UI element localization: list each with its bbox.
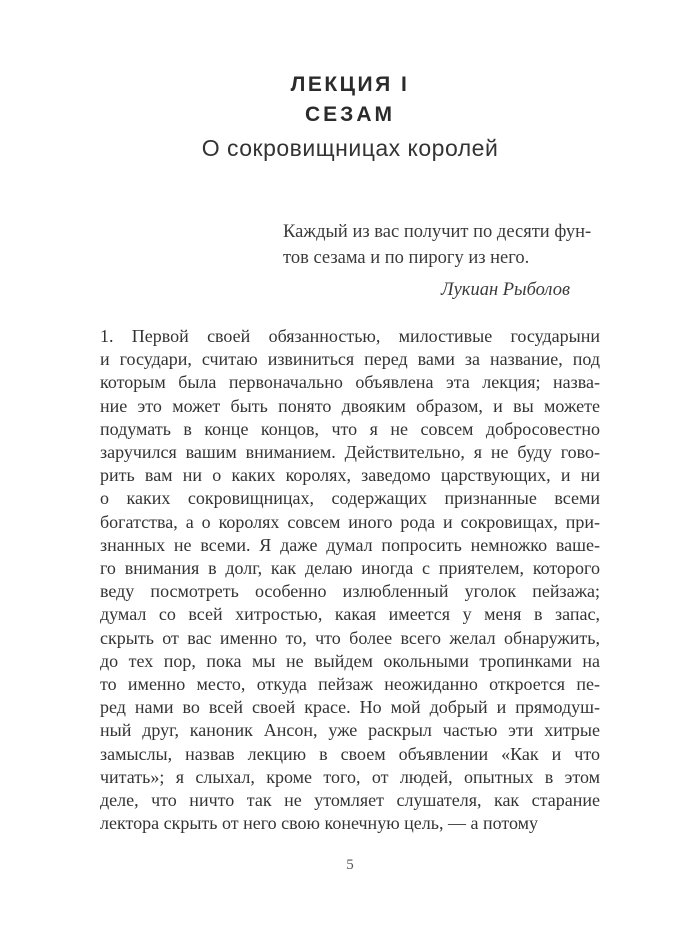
text-line: лектора скрыть от него свою конечную цель, — а потому bbox=[100, 813, 539, 834]
text-line: веду посмотреть особенно излюбленный уголок пейзажа; bbox=[100, 581, 600, 602]
text-line: ние это может быть понято двояким образом, и вы можете bbox=[100, 395, 600, 416]
text-line: рить вам ни о каких королях, заведомо царствующих, и ни bbox=[100, 465, 600, 486]
text-line: 1. Первой своей обязанностью, милостивые государыни bbox=[100, 326, 600, 346]
chapter-title: СЕЗАМ bbox=[305, 103, 395, 127]
page-footer bbox=[0, 857, 700, 874]
text-line: читать»; я слыхал, кроме того, от людей, опытных в этом bbox=[100, 766, 600, 787]
lecture-number-title: ЛЕКЦИЯ I bbox=[290, 73, 410, 96]
text-line: ный друг, каноник Ансон, уже раскрыл частью эти хитрые bbox=[100, 720, 600, 741]
epigraph bbox=[283, 219, 600, 303]
text-line: о каких сокровищницах, содержащих признанные всеми bbox=[100, 488, 600, 509]
text-line: и государи, считаю извиниться перед вами за название, под bbox=[100, 349, 600, 370]
epigraph-attribution: Лукиан Рыболов bbox=[441, 280, 570, 300]
text-line: которым была первоначально объявлена эта лекция; назва- bbox=[100, 372, 600, 393]
text-line: ред нами во всей своей красе. Но мой добрый и прямодуш- bbox=[100, 697, 600, 718]
text-line: до тех пор, пока мы не выйдем окольными тропинками на bbox=[100, 650, 600, 671]
text-line: подумать в конце концов, что я не совсем добросовестно bbox=[100, 418, 600, 439]
text-line: скрыть от вас именно то, что более всего желал обнаружить, bbox=[100, 627, 600, 648]
chapter-subtitle: О сокровищницах королей bbox=[201, 135, 499, 162]
text-line: замыслы, назвав лекцию в своем объявлении «Как и что bbox=[100, 743, 600, 764]
text-line: деле, что ничто так не утомляет слушателя, как старание bbox=[100, 790, 600, 811]
text-line: то именно место, откуда пейзаж неожиданно откроется пе- bbox=[100, 674, 600, 695]
page-number: 5 bbox=[346, 857, 354, 873]
epigraph-line: тов сезама и по пирогу из него. bbox=[283, 248, 530, 268]
text-line: заручился вашим вниманием. Действительно, я не буду гово- bbox=[100, 442, 600, 463]
text-line: го внимания в долг, как делаю иногда с приятелем, которого bbox=[100, 558, 600, 579]
epigraph-line: Каждый из вас получит по десяти фун- bbox=[283, 222, 592, 242]
text-line: знанных не всеми. Я даже думал попросить немножко ваше- bbox=[100, 534, 600, 555]
body-paragraph bbox=[100, 325, 600, 835]
chapter-heading bbox=[0, 72, 700, 163]
text-line: богатства, а о королях совсем иного рода и сокровищах, при- bbox=[100, 511, 600, 532]
epigraph-lines bbox=[283, 219, 600, 271]
text-line: думал со всей хитростью, какая имеется у меня в запас, bbox=[100, 604, 600, 625]
